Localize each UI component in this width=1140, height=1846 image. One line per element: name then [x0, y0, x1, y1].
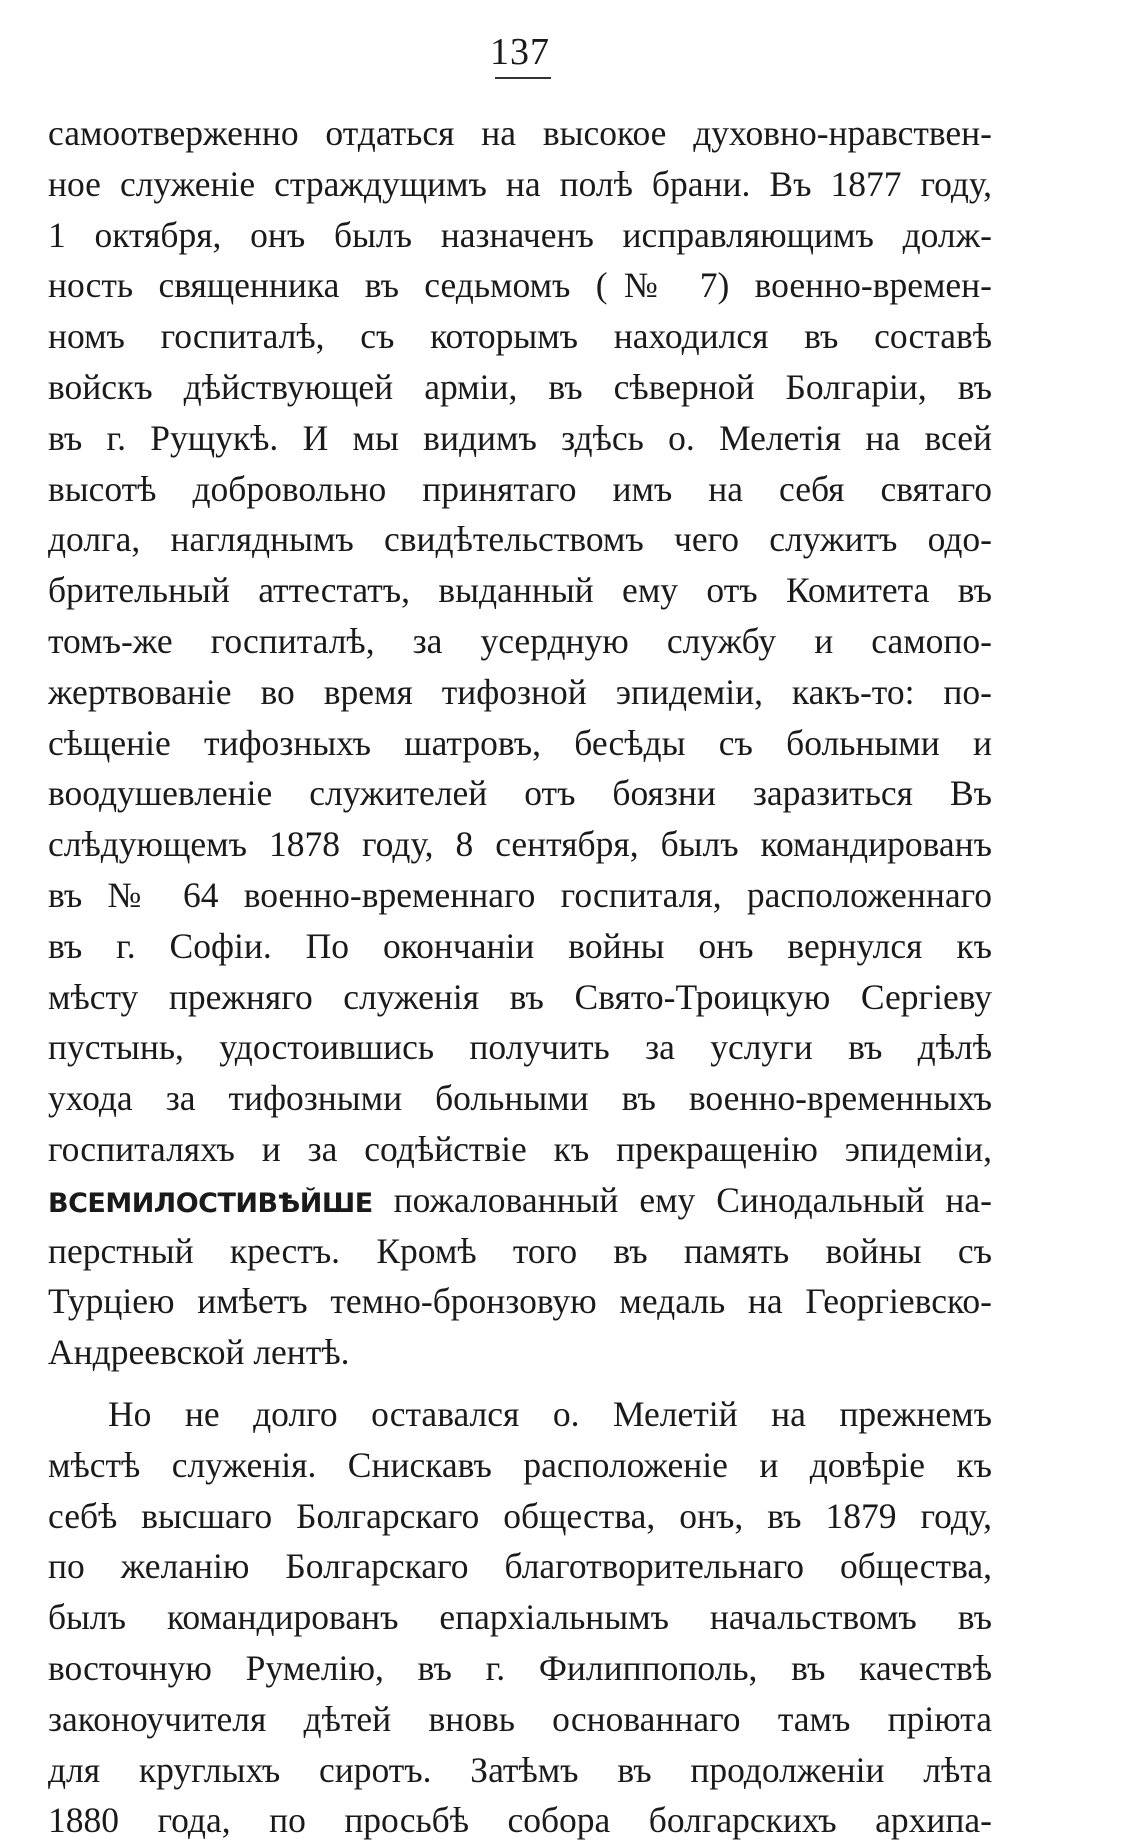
- bold-line-rest: пожалованный ему Синодальный на-: [372, 1179, 992, 1220]
- text-line: номъ госпиталѣ, съ которымъ находился въ составѣ: [48, 316, 992, 357]
- text-line: ухода за тифозными больными въ военно-временныхъ: [48, 1078, 992, 1119]
- text-line: жертвованіе во время тифозной эпидеміи, какъ-то: по-: [48, 671, 992, 712]
- text-line: себѣ высшаго Болгарскаго общества, онъ, въ 1879 году,: [48, 1495, 992, 1536]
- text-line: госпиталяхъ и за содѣйствіе къ прекращенію эпидеміи,: [48, 1128, 992, 1169]
- page-number: 137: [490, 31, 550, 73]
- text-line: перстный крестъ. Кромѣ того въ память войны съ: [48, 1230, 992, 1271]
- text-line: слѣдующемъ 1878 году, 8 сентября, былъ командированъ: [48, 824, 992, 865]
- text-line: въ г. Рущукѣ. И мы видимъ здѣсь о. Мелетія на всей: [48, 417, 992, 458]
- text-line: ность священника въ седьмомъ (№ 7) военно-времен-: [48, 265, 992, 306]
- text-line: для круглыхъ сиротъ. Затѣмъ въ продолженіи лѣта: [48, 1749, 992, 1790]
- text-line: войскъ дѣйствующей арміи, въ сѣверной Болгаріи, въ: [48, 366, 992, 407]
- body-text: [48, 108, 992, 1846]
- text-line: мѣстѣ служенія. Снискавъ расположеніе и довѣріе къ: [48, 1444, 992, 1485]
- text-line: восточную Румелію, въ г. Филиппополь, въ качествѣ: [48, 1647, 992, 1688]
- text-line: 1 октября, онъ былъ назначенъ исправляющимъ долж-: [48, 214, 992, 255]
- text-line: долга, нагляднымъ свидѣтельствомъ чего служитъ одо-: [48, 519, 992, 560]
- text-line: ное служеніе страждущимъ на полѣ брани. Въ 1877 году,: [48, 163, 992, 204]
- text-line: мѣсту прежняго служенія въ Свято-Троицкую Сергіеву: [48, 976, 992, 1017]
- text-line: высотѣ добровольно принятаго имъ на себя святаго: [48, 468, 992, 509]
- text-line: въ г. Софіи. По окончаніи войны онъ вернулся къ: [48, 925, 992, 966]
- text-line: Турціею имѣетъ темно-бронзовую медаль на Георгіевско-: [48, 1281, 992, 1322]
- text-line: по желанію Болгарскаго благотворительнаго общества,: [48, 1546, 992, 1587]
- text-line: въ № 64 военно-временнаго госпиталя, расположеннаго: [48, 874, 992, 915]
- paragraph-1: [48, 108, 992, 1378]
- text-line: сѣщеніе тифозныхъ шатровъ, бесѣды съ больными и: [48, 722, 992, 763]
- paragraph-2: [48, 1389, 992, 1846]
- text-line: былъ командированъ епархіальнымъ начальствомъ въ: [48, 1597, 992, 1638]
- text-line: воодушевленіе служителей отъ боязни заразиться Въ: [48, 773, 992, 814]
- text-line: законоучителя дѣтей вновь основаннаго тамъ пріюта: [48, 1698, 992, 1739]
- bold-word: ВСЕМИЛОСТИВѢЙШЕ: [48, 1187, 373, 1219]
- text-line: Андреевской лентѣ.: [48, 1332, 350, 1373]
- paragraph-gap: [48, 1378, 992, 1389]
- text-line: пустынь, удостоившись получить за услуги въ дѣлѣ: [48, 1027, 992, 1068]
- text-line: томъ-же госпиталѣ, за усердную службу и самопо-: [48, 620, 992, 661]
- text-line: самоотверженно отдаться на высокое духовно-нравствен-: [48, 113, 992, 153]
- page-number-rule: [495, 77, 551, 79]
- text-line-with-bold: [48, 1175, 992, 1226]
- text-line: 1880 года, по просьбѣ собора болгарскихъ архипа-: [48, 1800, 992, 1841]
- text-line: брительный аттестатъ, выданный ему отъ Комитета въ: [48, 570, 992, 611]
- text-line: Но не долго оставался о. Мелетій на прежнемъ: [108, 1393, 992, 1434]
